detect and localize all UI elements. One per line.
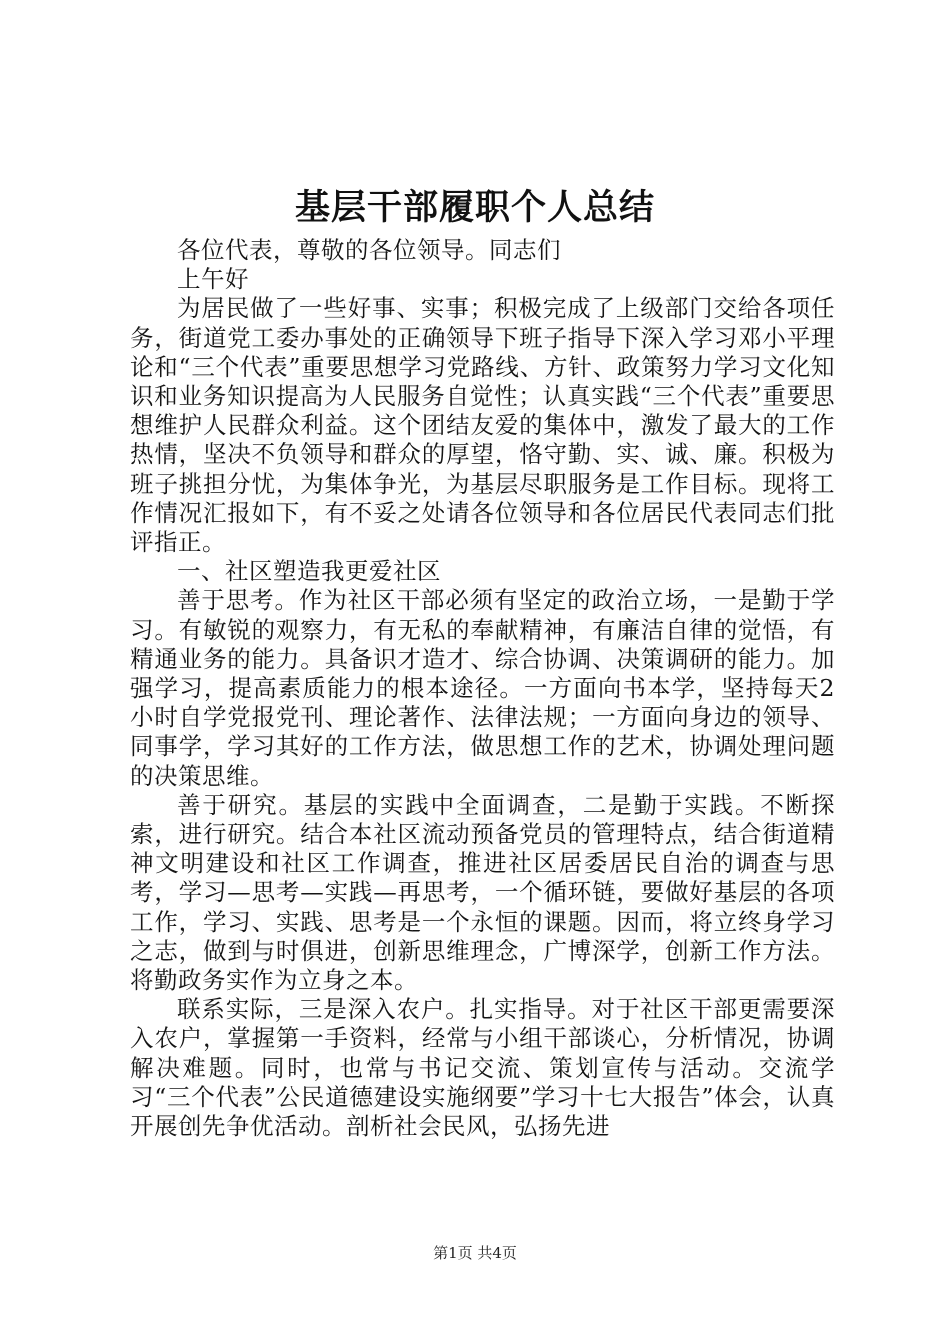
greeting: 上午好 <box>177 265 249 294</box>
section-heading: 一、社区塑造我更爱社区 <box>177 557 441 586</box>
salutation: 各位代表，尊敬的各位领导。同志们 <box>177 236 561 264</box>
body-paragraph: 联系实际，三是深入农户。扎实指导。对于社区干部更需要深入农户，掌握第一手资料，经常与小组干部谈心，分析情况，协调解决难题。同时，也常与书记交流、策划宣传与活动。交流学习“三个代表”公民道德建设实施纲要”学习十七大报告”体会，认真开展创先争优活动。剖析社会民风，弘扬先进 <box>130 995 835 1141</box>
body-paragraph: 善于研究。基层的实践中全面调查，二是勤于实践。不断探索，进行研究。结合本社区流动预备党员的管理特点，结合街道精神文明建设和社区工作调查，推进社区居委居民自治的调查与思考，学习—思考—实践—再思考，一个循环链，要做好基层的各项工作，学习、实践、思考是一个永恒的课题。因而，将立终身学习之志，做到与时俱进，创新思维理念，广博深学，创新工作方法。将勤政务实作为立身之本。 <box>130 790 835 995</box>
body-paragraph: 善于思考。作为社区干部必须有坚定的政治立场，一是勤于学习。有敏锐的观察力，有无私的奉献精神，有廉洁自律的觉悟，有精通业务的能力。具备识才造才、综合协调、决策调研的能力。加强学习，提高素质能力的根本途径。一方面向书本学，坚持每天2小时自学党报党刊、理论著作、法律法规；一方面向身边的领导、同事学，学习其好的工作方法，做思想工作的艺术，协调处理问题的决策思维。 <box>130 586 835 790</box>
document-body <box>130 236 835 1141</box>
document-title: 基层干部履职个人总结 <box>294 187 655 228</box>
intro-paragraph: 为居民做了一些好事、实事；积极完成了上级部门交给各项任务，街道党工委办事处的正确领导下班子指导下深入学习邓小平理论和“三个代表”重要思想学习党路线、方针、政策努力学习文化知识和业务知识提高为人民服务自觉性；认真实践“三个代表”重要思想维护人民群众利益。这个团结友爱的集体中，激发了最大的工作热情，坚决不负领导和群众的厚望，恪守勤、实、诚、廉。积极为班子挑担分忧，为集体争光，为基层尽职服务是工作目标。现将工作情况汇报如下，有不妥之处请各位领导和各位居民代表同志们批评指正。 <box>130 294 835 557</box>
page-footer: 第1页 共4页 <box>433 1244 517 1262</box>
